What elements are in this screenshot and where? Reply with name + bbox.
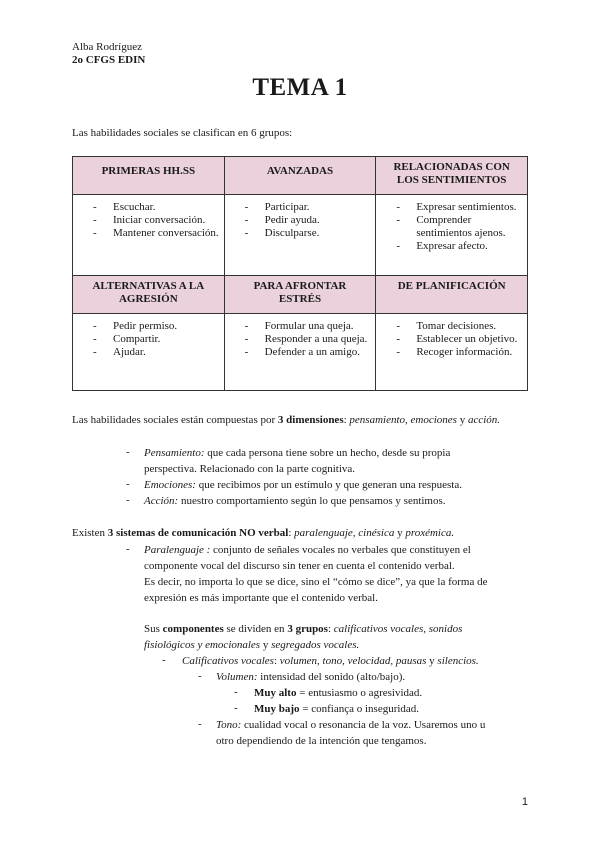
skills-table: [72, 156, 528, 391]
paralenguaje-item: Paralenguaje : conjunto de señales vocales no verbales que constituyen el componente vocal del discurso sin tener en cuenta el contenido verbal. Es decir, no importa lo que se dice, sino el “cómo se dice”, ya que la forma de expresión es más importante que el contenido verbal.: [144, 544, 488, 604]
list-item: - Formular una queja.: [265, 320, 372, 333]
header-primeras: PRIMERAS HH.SS: [73, 157, 225, 195]
author-name: Alba Rodríguez: [72, 41, 142, 53]
page-title: TEMA 1: [252, 74, 348, 101]
cell-estres: [224, 314, 376, 391]
cell-sentimientos: [376, 195, 528, 276]
header-sentimientos: RELACIONADAS CON LOS SENTIMIENTOS: [376, 157, 528, 195]
list-item: - Tomar decisiones.: [416, 320, 523, 333]
list-item: - Escuchar.: [113, 201, 220, 214]
dimension-item-pensamiento: Pensamiento: que cada persona tiene sobre un hecho, desde su propia perspectiva. Relacionado con la parte cognitiva.: [144, 447, 451, 475]
list-item: - Pedir permiso.: [113, 320, 220, 333]
list-item: - Ajudar.: [113, 346, 220, 359]
header-estres: PARA AFRONTAR ESTRÉS: [224, 276, 376, 314]
header-avanzadas: AVANZADAS: [224, 157, 376, 195]
cell-primeras: [73, 195, 225, 276]
list-item: - Disculparse.: [265, 227, 372, 240]
tono-item: Tono: cualidad vocal o resonancia de la voz. Usaremos uno u otro dependiendo de la intención que tengamos.: [216, 719, 486, 747]
header-planificacion: DE PLANIFICACIÓN: [376, 276, 528, 314]
list-item: - Expresar afecto.: [416, 240, 523, 253]
list-item: - Responder a una queja.: [265, 333, 372, 346]
list-item: - Establecer un objetivo.: [416, 333, 523, 346]
dimensions-paragraph: Las habilidades sociales están compuestas por 3 dimensiones: pensamiento, emociones y acción.: [72, 414, 501, 426]
list-item: - Pedir ayuda.: [265, 214, 372, 227]
systems-paragraph: Existen 3 sistemas de comunicación NO verbal: paralenguaje, cinésica y proxémica.: [72, 527, 455, 539]
list-item: - Mantener conversación.: [113, 227, 220, 240]
volumen-item: Volumen: intensidad del sonido (alto/bajo).: [216, 671, 406, 683]
cell-avanzadas: [224, 195, 376, 276]
muy-bajo-item: Muy bajo = confiança o inseguridad.: [254, 703, 420, 715]
list-item: - Defender a un amigo.: [265, 346, 372, 359]
header-agresion: ALTERNATIVAS A LA AGRESIÓN: [73, 276, 225, 314]
cell-agresion: [73, 314, 225, 391]
list-item: - Compartir.: [113, 333, 220, 346]
cell-planificacion: [376, 314, 528, 391]
list-item: - Comprender sentimientos ajenos.: [416, 214, 523, 240]
list-item: - Expresar sentimientos.: [416, 201, 523, 214]
dimension-item-accion: Acción: nuestro comportamiento según lo que pensamos y sentimos.: [144, 495, 446, 507]
muy-alto-item: Muy alto = entusiasmo o agresividad.: [254, 687, 423, 699]
dimension-item-emociones: Emociones: que recibimos por un estímulo y que generan una respuesta.: [144, 479, 462, 491]
componentes-paragraph: Sus componentes se dividen en 3 grupos: calificativos vocales, sonidos fisiológicos y emocionales y segregados vocales.: [144, 623, 463, 651]
page-number: 1: [521, 796, 528, 808]
course-name: 2o CFGS EDIN: [72, 54, 146, 66]
list-item: - Participar.: [265, 201, 372, 214]
intro-text: Las habilidades sociales se clasifican en 6 grupos:: [72, 127, 293, 139]
list-item: - Recoger información.: [416, 346, 523, 359]
calificativos-item: Calificativos vocales: volumen, tono, velocidad, pausas y silencios.: [182, 655, 479, 667]
list-item: - Iniciar conversación.: [113, 214, 220, 227]
